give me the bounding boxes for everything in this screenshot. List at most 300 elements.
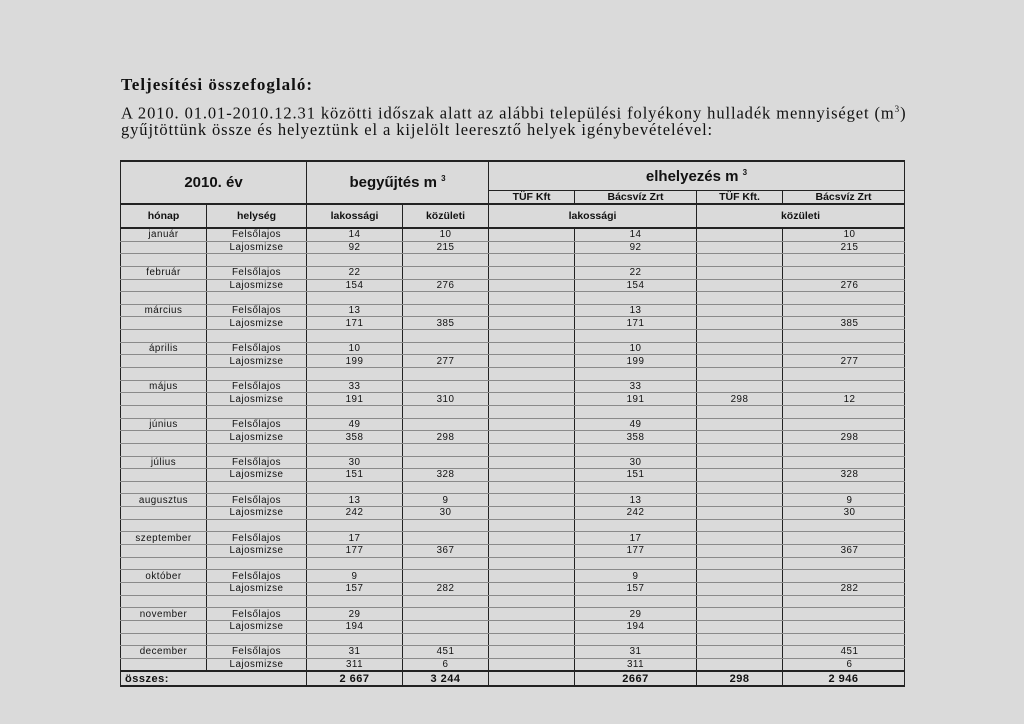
cell-collect-inst: 310 (403, 393, 489, 406)
table-row (121, 494, 905, 507)
cell-tuf-resid (489, 443, 575, 456)
cell-collect-resid (307, 405, 403, 418)
cell-month (121, 620, 207, 633)
cell-collect-inst (403, 266, 489, 279)
cell-place: Felsőlajos (207, 570, 307, 583)
cell-collect-inst (403, 368, 489, 381)
cell-tuf-inst (697, 633, 783, 646)
cell-collect-resid: 199 (307, 355, 403, 368)
cell-tuf-inst (697, 304, 783, 317)
cell-tuf-inst (697, 317, 783, 330)
table-row (121, 507, 905, 520)
cell-collect-inst: 328 (403, 469, 489, 482)
cell-tuf-resid (489, 292, 575, 305)
cell-month (121, 405, 207, 418)
table-row (121, 595, 905, 608)
cell-bacsviz-inst (783, 532, 905, 545)
table-row (121, 545, 905, 558)
cell-tuf-inst (697, 519, 783, 532)
cell-tuf-inst (697, 355, 783, 368)
cell-tuf-resid (489, 570, 575, 583)
cell-bacsviz-inst: 215 (783, 241, 905, 254)
cell-place (207, 292, 307, 305)
cell-bacsviz-resid: 191 (575, 393, 697, 406)
cell-tuf-inst (697, 405, 783, 418)
cell-bacsviz-resid: 10 (575, 342, 697, 355)
cell-month (121, 519, 207, 532)
cell-tuf-resid (489, 330, 575, 343)
cell-tuf-resid (489, 368, 575, 381)
cell-tuf-resid (489, 557, 575, 570)
cell-place: Felsőlajos (207, 342, 307, 355)
cell-collect-resid: 242 (307, 507, 403, 520)
cell-place: Lajosmizse (207, 469, 307, 482)
cell-collect-resid: 31 (307, 646, 403, 659)
cell-bacsviz-inst (783, 456, 905, 469)
total-lakossagi: 2 667 (307, 671, 403, 686)
cell-month: június (121, 418, 207, 431)
cell-bacsviz-resid: 358 (575, 431, 697, 444)
cell-bacsviz-inst: 385 (783, 317, 905, 330)
cell-tuf-inst (697, 545, 783, 558)
cell-tuf-resid (489, 469, 575, 482)
table-row (121, 570, 905, 583)
cell-tuf-inst (697, 570, 783, 583)
cell-bacsviz-resid (575, 557, 697, 570)
cell-tuf-inst (697, 431, 783, 444)
cell-month (121, 481, 207, 494)
cell-place (207, 405, 307, 418)
table-row (121, 469, 905, 482)
cell-collect-resid: 14 (307, 228, 403, 241)
cell-tuf-resid (489, 304, 575, 317)
total-bacsviz-koz: 2 946 (783, 671, 905, 686)
cell-collect-inst: 451 (403, 646, 489, 659)
cell-collect-resid (307, 443, 403, 456)
cell-month: augusztus (121, 494, 207, 507)
cell-bacsviz-resid: 22 (575, 266, 697, 279)
cell-tuf-inst (697, 279, 783, 292)
cell-bacsviz-resid: 177 (575, 545, 697, 558)
sub-header-bacsviz-2: Bácsvíz Zrt (783, 191, 905, 205)
cell-collect-inst: 9 (403, 494, 489, 507)
cell-tuf-resid (489, 456, 575, 469)
cell-bacsviz-inst (783, 380, 905, 393)
cell-tuf-resid (489, 633, 575, 646)
cell-bacsviz-resid (575, 368, 697, 381)
cell-bacsviz-resid: 49 (575, 418, 697, 431)
sub-header-tuf-2: TÜF Kft. (697, 191, 783, 205)
cell-bacsviz-inst: 12 (783, 393, 905, 406)
cell-bacsviz-resid: 242 (575, 507, 697, 520)
cell-collect-resid: 191 (307, 393, 403, 406)
cell-month (121, 279, 207, 292)
cell-place (207, 330, 307, 343)
cell-collect-resid (307, 254, 403, 267)
cell-collect-resid (307, 368, 403, 381)
cell-bacsviz-resid: 194 (575, 620, 697, 633)
cell-bacsviz-inst (783, 342, 905, 355)
intro-paragraph (121, 101, 907, 138)
table-row (121, 456, 905, 469)
cell-bacsviz-inst (783, 266, 905, 279)
cell-collect-inst: 6 (403, 658, 489, 671)
cell-collect-resid (307, 557, 403, 570)
total-kozuleti: 3 244 (403, 671, 489, 686)
cell-place: Felsőlajos (207, 380, 307, 393)
cell-bacsviz-inst: 277 (783, 355, 905, 368)
cell-collect-inst (403, 519, 489, 532)
cell-bacsviz-inst: 328 (783, 469, 905, 482)
col-header-place-resid: lakossági (489, 204, 697, 228)
cell-collect-inst: 277 (403, 355, 489, 368)
cell-collect-inst: 385 (403, 317, 489, 330)
cell-bacsviz-resid: 33 (575, 380, 697, 393)
cell-month (121, 658, 207, 671)
cell-tuf-inst (697, 507, 783, 520)
cell-collect-inst: 298 (403, 431, 489, 444)
cell-bacsviz-resid (575, 405, 697, 418)
cell-tuf-inst (697, 418, 783, 431)
cell-bacsviz-resid: 31 (575, 646, 697, 659)
cell-bacsviz-inst (783, 633, 905, 646)
total-tuf-lak (489, 671, 575, 686)
cell-tuf-inst (697, 608, 783, 621)
cell-month: október (121, 570, 207, 583)
cell-tuf-resid (489, 228, 575, 241)
cell-tuf-resid (489, 519, 575, 532)
intro-text-1: A 2010. 01.01-2010.12.31 közötti időszak alatt az alábbi települési folyékony hulladék mennyiséget (m (121, 103, 895, 123)
cell-place (207, 481, 307, 494)
cell-collect-resid: 9 (307, 570, 403, 583)
cell-bacsviz-resid: 14 (575, 228, 697, 241)
cell-collect-resid: 22 (307, 266, 403, 279)
cell-bacsviz-inst (783, 368, 905, 381)
cell-tuf-resid (489, 620, 575, 633)
cell-place: Lajosmizse (207, 241, 307, 254)
table-row (121, 228, 905, 241)
col-header-place-inst: közületi (697, 204, 905, 228)
cell-collect-inst (403, 620, 489, 633)
cell-tuf-resid (489, 431, 575, 444)
cell-tuf-inst (697, 443, 783, 456)
cell-place: Felsőlajos (207, 532, 307, 545)
cell-collect-inst: 30 (403, 507, 489, 520)
table-row (121, 304, 905, 317)
sub-header-tuf-1: TÜF Kft (489, 191, 575, 205)
cell-bacsviz-inst (783, 292, 905, 305)
cell-place: Felsőlajos (207, 266, 307, 279)
cell-collect-resid: 92 (307, 241, 403, 254)
cell-collect-resid: 154 (307, 279, 403, 292)
cell-tuf-inst (697, 342, 783, 355)
cell-collect-inst (403, 595, 489, 608)
summary-table (120, 160, 905, 687)
collection-header: begyűjtés m $^3$ (307, 161, 489, 204)
cell-tuf-resid (489, 658, 575, 671)
cell-month: április (121, 342, 207, 355)
cell-tuf-resid (489, 380, 575, 393)
cell-month (121, 330, 207, 343)
cell-tuf-inst (697, 469, 783, 482)
cell-bacsviz-inst (783, 481, 905, 494)
cell-month (121, 292, 207, 305)
cell-tuf-inst (697, 292, 783, 305)
totals-row (121, 671, 905, 686)
cell-place: Lajosmizse (207, 507, 307, 520)
cell-bacsviz-resid: 154 (575, 279, 697, 292)
sub-header-bacsviz-1: Bácsvíz Zrt (575, 191, 697, 205)
cell-tuf-resid (489, 254, 575, 267)
cell-collect-resid (307, 292, 403, 305)
cell-collect-inst (403, 380, 489, 393)
table-row (121, 532, 905, 545)
cell-place (207, 443, 307, 456)
col-header-collect-inst: közületi (403, 204, 489, 228)
cell-month (121, 507, 207, 520)
table-row (121, 608, 905, 621)
cell-tuf-inst (697, 595, 783, 608)
cell-tuf-resid (489, 608, 575, 621)
cell-bacsviz-inst (783, 595, 905, 608)
cell-collect-inst (403, 292, 489, 305)
cell-collect-resid (307, 481, 403, 494)
cell-bacsviz-resid: 171 (575, 317, 697, 330)
cell-tuf-inst (697, 254, 783, 267)
cell-month (121, 469, 207, 482)
page-heading: Teljesítési összefoglaló: (121, 75, 313, 94)
total-tuf-koz: 298 (697, 671, 783, 686)
cell-tuf-inst (697, 582, 783, 595)
cell-bacsviz-resid (575, 292, 697, 305)
cell-bacsviz-resid: 157 (575, 582, 697, 595)
cell-tuf-resid (489, 405, 575, 418)
cell-month (121, 545, 207, 558)
cell-place: Felsőlajos (207, 456, 307, 469)
cell-bacsviz-resid: 199 (575, 355, 697, 368)
cell-collect-resid: 30 (307, 456, 403, 469)
cell-collect-inst: 276 (403, 279, 489, 292)
table-row (121, 646, 905, 659)
cell-month: december (121, 646, 207, 659)
cell-bacsviz-resid: 311 (575, 658, 697, 671)
cell-collect-resid: 177 (307, 545, 403, 558)
cell-bacsviz-inst: 30 (783, 507, 905, 520)
cell-bacsviz-resid (575, 254, 697, 267)
cell-month (121, 393, 207, 406)
cell-month: november (121, 608, 207, 621)
cell-bacsviz-inst (783, 443, 905, 456)
cell-place: Felsőlajos (207, 228, 307, 241)
cell-bacsviz-resid: 151 (575, 469, 697, 482)
cell-month: február (121, 266, 207, 279)
cell-bacsviz-resid: 9 (575, 570, 697, 583)
cell-place (207, 557, 307, 570)
cell-collect-resid: 194 (307, 620, 403, 633)
cell-collect-resid (307, 330, 403, 343)
cell-tuf-inst (697, 481, 783, 494)
cell-bacsviz-inst: 276 (783, 279, 905, 292)
cell-tuf-inst (697, 241, 783, 254)
cell-place: Felsőlajos (207, 646, 307, 659)
cell-bacsviz-inst: 6 (783, 658, 905, 671)
col-header-collect-resid: lakossági (307, 204, 403, 228)
cell-collect-inst (403, 405, 489, 418)
table-row (121, 633, 905, 646)
cell-collect-inst (403, 456, 489, 469)
cell-tuf-resid (489, 582, 575, 595)
cell-collect-inst: 10 (403, 228, 489, 241)
cell-tuf-resid (489, 481, 575, 494)
table-row (121, 368, 905, 381)
cell-place: Lajosmizse (207, 620, 307, 633)
cell-tuf-resid (489, 317, 575, 330)
cell-bacsviz-resid (575, 330, 697, 343)
cell-place: Felsőlajos (207, 304, 307, 317)
cell-tuf-inst (697, 532, 783, 545)
cell-place: Felsőlajos (207, 608, 307, 621)
table-row (121, 393, 905, 406)
cell-collect-resid (307, 595, 403, 608)
table-row (121, 279, 905, 292)
cell-tuf-inst (697, 658, 783, 671)
cell-tuf-resid (489, 595, 575, 608)
intro-text-2: ) gyűjtöttünk össze és helyeztünk el a kijelölt leeresztő helyek igénybevételével: (121, 103, 907, 139)
cell-collect-resid: 10 (307, 342, 403, 355)
cell-month (121, 254, 207, 267)
cell-tuf-inst (697, 266, 783, 279)
table-row (121, 658, 905, 671)
cell-collect-resid: 17 (307, 532, 403, 545)
cell-month (121, 317, 207, 330)
total-label: összes: (121, 671, 307, 686)
cell-collect-inst (403, 532, 489, 545)
cell-collect-resid: 33 (307, 380, 403, 393)
cell-place: Lajosmizse (207, 431, 307, 444)
cell-collect-resid: 49 (307, 418, 403, 431)
cell-bacsviz-resid: 13 (575, 304, 697, 317)
cell-bacsviz-inst (783, 608, 905, 621)
table-row (121, 582, 905, 595)
cell-tuf-resid (489, 494, 575, 507)
cell-tuf-resid (489, 532, 575, 545)
cell-tuf-resid (489, 545, 575, 558)
cell-month (121, 557, 207, 570)
cell-month: január (121, 228, 207, 241)
cell-collect-inst (403, 418, 489, 431)
cell-bacsviz-resid (575, 519, 697, 532)
cell-place (207, 595, 307, 608)
cell-bacsviz-resid (575, 443, 697, 456)
total-bacsviz-lak: 2667 (575, 671, 697, 686)
col-header-month: hónap (121, 204, 207, 228)
cell-bacsviz-inst: 10 (783, 228, 905, 241)
table-row (121, 557, 905, 570)
cell-bacsviz-resid: 29 (575, 608, 697, 621)
cell-bacsviz-inst: 367 (783, 545, 905, 558)
cell-bacsviz-inst (783, 557, 905, 570)
cell-place: Lajosmizse (207, 582, 307, 595)
cell-bacsviz-resid: 92 (575, 241, 697, 254)
table-row (121, 254, 905, 267)
cell-collect-inst (403, 443, 489, 456)
cell-month: március (121, 304, 207, 317)
col-header-place: helység (207, 204, 307, 228)
cell-place: Lajosmizse (207, 355, 307, 368)
cell-tuf-resid (489, 646, 575, 659)
table-row (121, 519, 905, 532)
table-row (121, 481, 905, 494)
cell-tuf-inst (697, 380, 783, 393)
cell-tuf-inst (697, 620, 783, 633)
cell-tuf-resid (489, 342, 575, 355)
cell-bacsviz-resid (575, 595, 697, 608)
cell-tuf-resid (489, 355, 575, 368)
cell-collect-inst (403, 342, 489, 355)
cell-tuf-inst: 298 (697, 393, 783, 406)
table-row (121, 330, 905, 343)
cell-tuf-resid (489, 266, 575, 279)
cell-tuf-resid (489, 279, 575, 292)
cell-place: Lajosmizse (207, 658, 307, 671)
year-header: 2010. év (121, 161, 307, 204)
cell-collect-inst (403, 570, 489, 583)
table-row (121, 342, 905, 355)
cell-collect-resid: 311 (307, 658, 403, 671)
cell-collect-resid: 151 (307, 469, 403, 482)
cell-bacsviz-inst: 9 (783, 494, 905, 507)
table-row (121, 241, 905, 254)
cell-month: május (121, 380, 207, 393)
cell-month (121, 443, 207, 456)
cell-place (207, 254, 307, 267)
cell-collect-inst (403, 633, 489, 646)
cell-bacsviz-inst (783, 570, 905, 583)
cell-bacsviz-resid (575, 633, 697, 646)
cell-month: július (121, 456, 207, 469)
cell-tuf-inst (697, 368, 783, 381)
cell-month (121, 595, 207, 608)
cell-tuf-resid (489, 418, 575, 431)
cell-collect-inst (403, 557, 489, 570)
table-row (121, 317, 905, 330)
cell-tuf-inst (697, 330, 783, 343)
cell-bacsviz-inst: 451 (783, 646, 905, 659)
cell-bacsviz-inst: 298 (783, 431, 905, 444)
cell-collect-resid (307, 633, 403, 646)
cell-collect-inst (403, 304, 489, 317)
cell-month (121, 633, 207, 646)
cell-bacsviz-resid: 30 (575, 456, 697, 469)
cell-tuf-inst (697, 228, 783, 241)
cell-tuf-inst (697, 646, 783, 659)
cell-collect-resid: 157 (307, 582, 403, 595)
cell-bacsviz-inst (783, 418, 905, 431)
cell-tuf-inst (697, 456, 783, 469)
cell-tuf-resid (489, 241, 575, 254)
cell-bacsviz-inst (783, 304, 905, 317)
table-row (121, 266, 905, 279)
cell-collect-resid: 171 (307, 317, 403, 330)
table-row (121, 380, 905, 393)
cell-place: Lajosmizse (207, 545, 307, 558)
cell-month (121, 582, 207, 595)
cell-tuf-inst (697, 557, 783, 570)
cell-bacsviz-resid: 13 (575, 494, 697, 507)
cell-collect-inst (403, 481, 489, 494)
cell-place: Lajosmizse (207, 317, 307, 330)
cell-collect-resid: 13 (307, 304, 403, 317)
